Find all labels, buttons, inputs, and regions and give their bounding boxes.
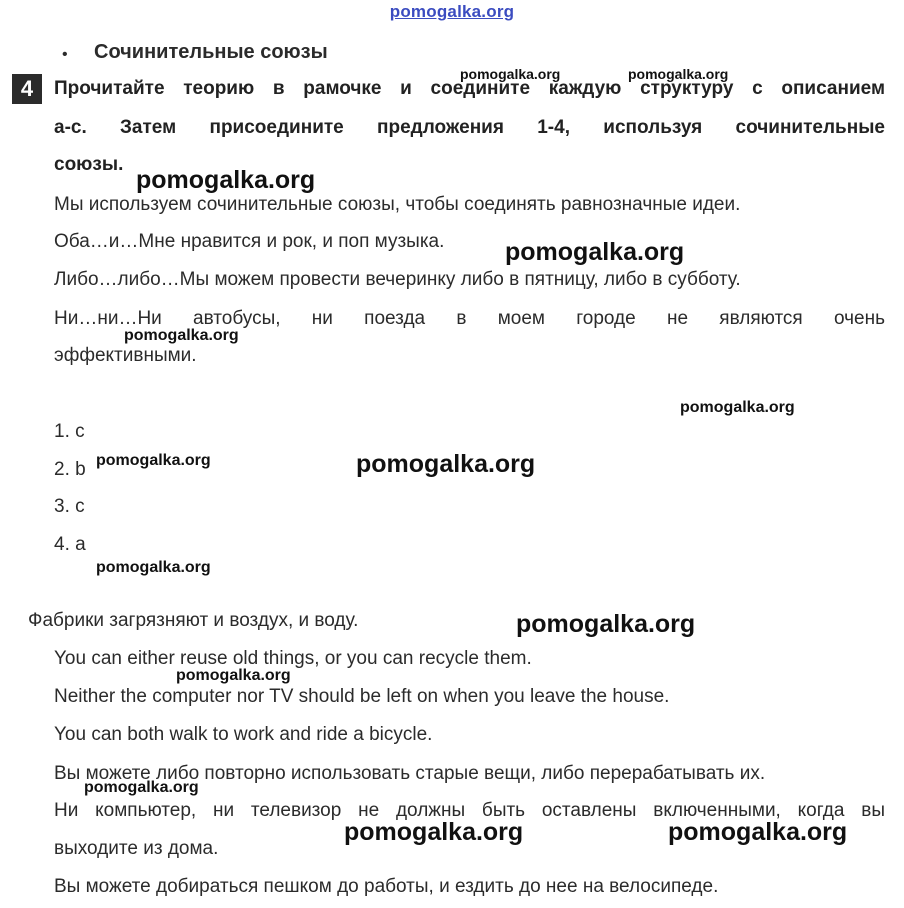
theory-intro: Мы используем сочинительные союзы, чтобы соединять равнозначные идеи. [54, 194, 741, 215]
answer-1: 1. c [54, 421, 85, 442]
watermark-text: pomogalka.org [96, 452, 211, 469]
english-sentence-2: Neither the computer nor TV should be left on when you leave the house. [54, 686, 670, 707]
answer-4: 4. a [54, 534, 86, 555]
watermark-text: pomogalka.org [460, 66, 561, 82]
watermark-text: pomogalka.org [96, 559, 211, 576]
watermark-text: pomogalka.org [124, 327, 239, 344]
top-watermark-link[interactable]: pomogalka.org [389, 2, 515, 21]
task-number-badge: 4 [12, 74, 42, 104]
watermark-text: pomogalka.org [356, 450, 536, 478]
watermark-text: pomogalka.org [136, 166, 316, 194]
answer-3: 3. c [54, 496, 85, 517]
task-instruction-line-3: союзы. [54, 154, 124, 175]
watermark-text: pomogalka.org [628, 66, 729, 82]
russian-sentence-2: Ни компьютер, ни телевизор не должны быть оставлены включенными, когда вы [54, 800, 885, 821]
section-heading: Сочинительные союзы [94, 41, 328, 63]
theory-example-neither-nor: Ни…ни…Ни автобусы, ни поезда в моем городе не являются очень [54, 308, 885, 329]
watermark-text: pomogalka.org [668, 818, 848, 846]
english-sentence-1: You can either reuse old things, or you can recycle them. [54, 648, 532, 669]
watermark-text: pomogalka.org [680, 399, 795, 416]
watermark-text: pomogalka.org [505, 238, 685, 266]
task-instruction-line-1: Прочитайте теорию в рамочке и соедините каждую структуру с описанием [54, 78, 885, 99]
heading-bullet: • [62, 46, 68, 63]
russian-sentence-3: Вы можете добираться пешком до работы, и ездить до нее на велосипеде. [54, 876, 719, 897]
theory-example-both-and: Оба…и…Мне нравится и рок, и поп музыка. [54, 231, 445, 252]
theory-example-either-or: Либо…либо…Мы можем провести вечеринку либо в пятницу, либо в субботу. [54, 269, 741, 290]
answer-2: 2. b [54, 459, 86, 480]
english-sentence-3: You can both walk to work and ride a bicycle. [54, 724, 433, 745]
task-instruction-line-2: a-c. Затем присоедините предложения 1-4, используя сочинительные [54, 117, 885, 138]
sentence-lead: Фабрики загрязняют и воздух, и воду. [28, 610, 359, 631]
watermark-text: pomogalka.org [344, 818, 524, 846]
watermark-text: pomogalka.org [516, 610, 696, 638]
watermark-text: pomogalka.org [176, 667, 291, 684]
theory-example-neither-nor-end: эффективными. [54, 345, 197, 366]
russian-sentence-2-end: выходите из дома. [54, 838, 219, 859]
watermark-text: pomogalka.org [84, 779, 199, 796]
russian-sentence-1: Вы можете либо повторно использовать старые вещи, либо перерабатывать их. [54, 763, 766, 784]
